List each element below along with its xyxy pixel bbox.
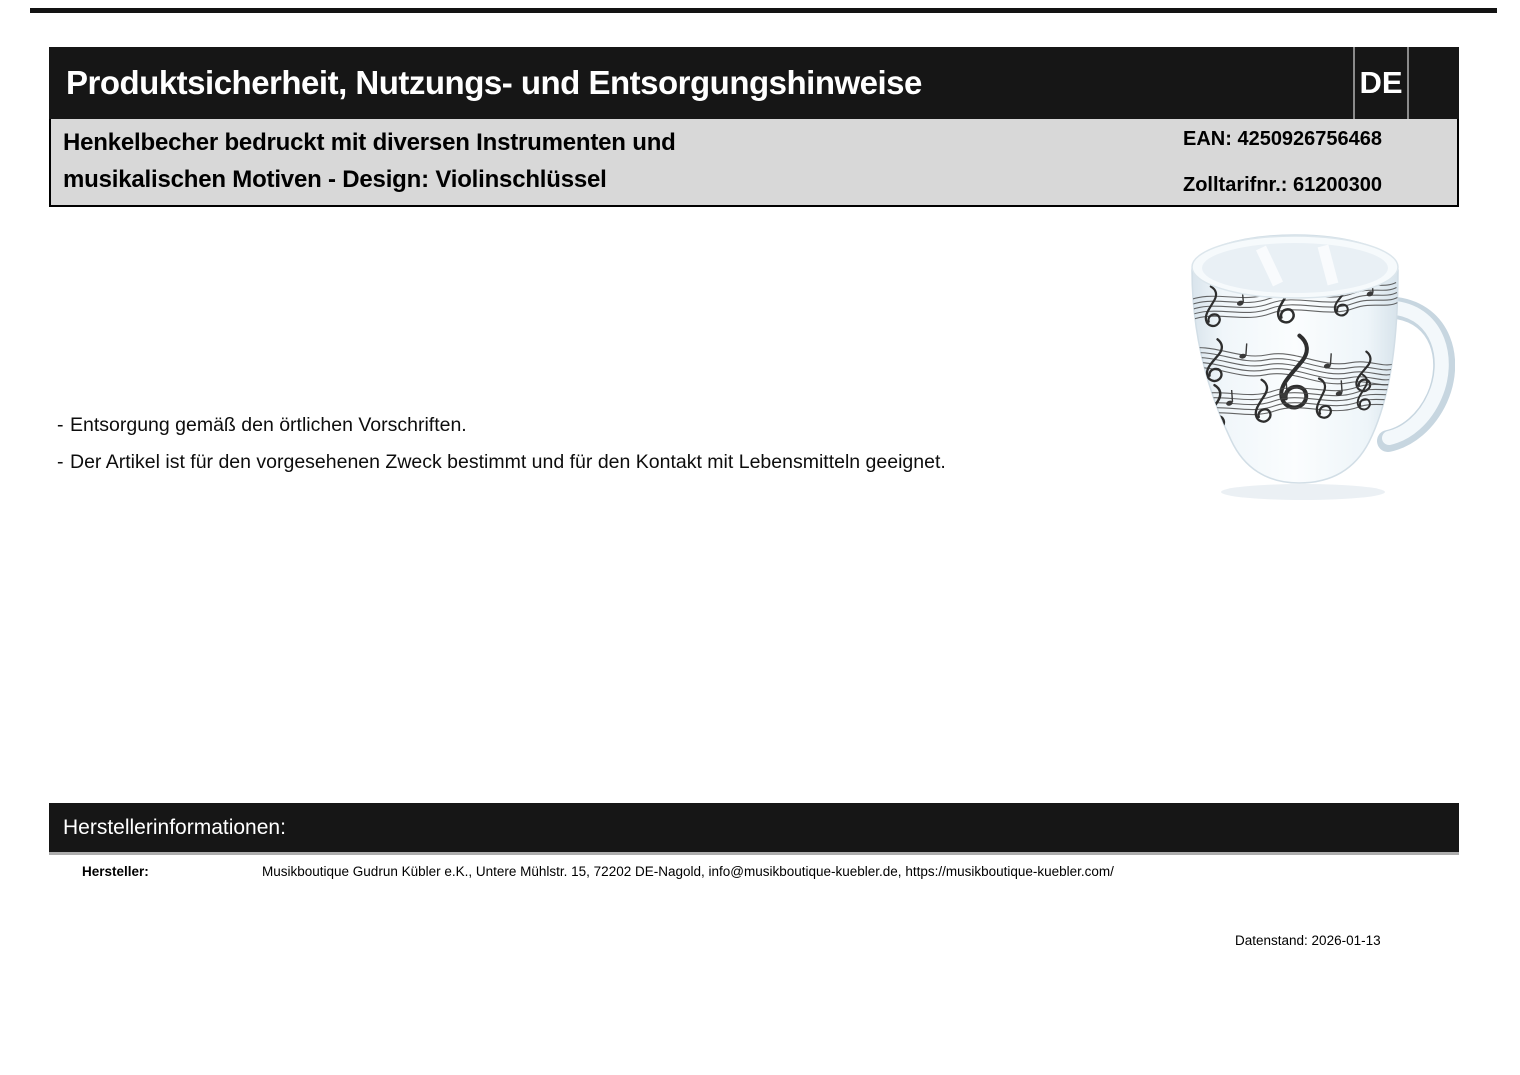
mug-rim [1192, 236, 1398, 298]
tariff-value: Zolltarifnr.: 61200300 [1183, 174, 1382, 196]
note-text: Der Artikel ist für den vorgesehenen Zweck bestimmt und für den Kontakt mit Lebensmitteln geeignet. [70, 451, 946, 473]
product-name: Henkelbecher bedruckt mit diversen Instrumenten und musikalischen Motiven - Design: Violinschlüssel [63, 129, 676, 193]
data-date: Datenstand: 2026-01-13 [1235, 933, 1381, 948]
header-bar [49, 47, 1459, 119]
note-line [57, 449, 946, 475]
note-marker: - [57, 451, 64, 473]
product-codes [1183, 128, 1382, 197]
page-title: Produktsicherheit, Nutzungs- und Entsorgungshinweise [66, 64, 922, 101]
mug-shadow [1221, 484, 1385, 500]
manufacturer-label: Hersteller: [82, 864, 149, 879]
header-tail [1409, 47, 1459, 119]
notes-list [57, 412, 946, 486]
language-badge: DE [1359, 65, 1403, 100]
note-text: Entsorgung gemäß den örtlichen Vorschriften. [70, 414, 467, 436]
note-marker: - [57, 414, 64, 436]
mug-graphic [1183, 222, 1455, 512]
manufacturer-section-bar [49, 803, 1459, 855]
manufacturer-value: Musikboutique Gudrun Kübler e.K., Untere Mühlstr. 15, 72202 DE-Nagold, info@musikboutique-kuebler.de, https://musikboutique-kuebler.com/ [262, 864, 1114, 879]
product-image [1183, 222, 1455, 512]
note-line [57, 412, 946, 438]
top-rule [30, 8, 1497, 13]
ean-value: EAN: 4250926756468 [1183, 128, 1383, 150]
manufacturer-heading: Herstellerinformationen: [63, 815, 286, 839]
product-title-band [49, 119, 1459, 207]
